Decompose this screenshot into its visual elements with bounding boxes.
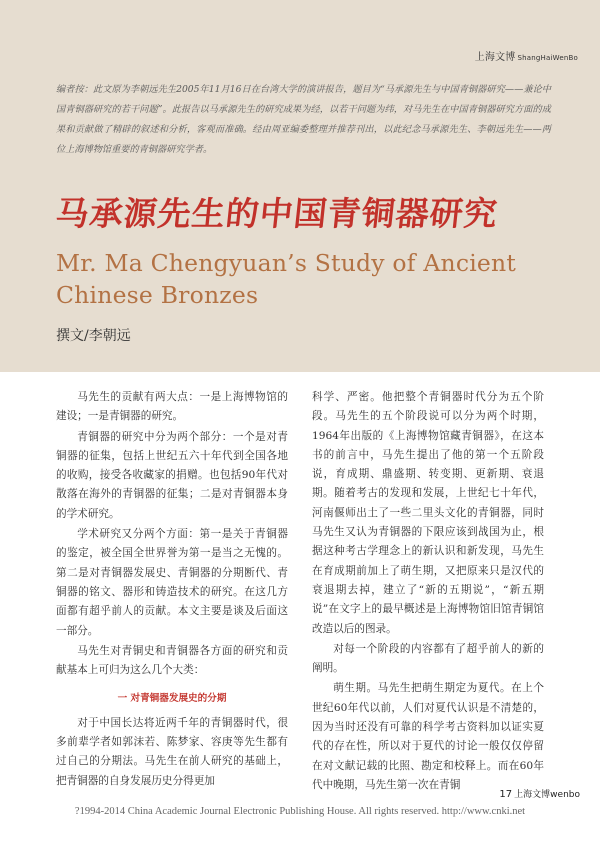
- journal-brand-name: 上海文博: [474, 52, 516, 63]
- body-column-right: [312, 388, 544, 796]
- paragraph: 对每一个阶段的内容都有了超乎前人的新的阐明。: [312, 642, 544, 675]
- page-number: [499, 787, 580, 800]
- header-banner: [0, 0, 600, 372]
- paragraph: 青铜器的研究中分为两个部分：一个是对青铜器的征集，包括上世纪五六十年代到全国各地的收购，接受各收藏家的捐赠。也包括90年代对散落在海外的青铜器的征集；二是对青铜器本身的学术研究。: [56, 430, 288, 520]
- page-number-value: 17: [499, 789, 513, 800]
- page-brand-sub: wenbo: [550, 790, 580, 800]
- journal-brand: [475, 48, 578, 63]
- article-title-chinese: 马承源先生的中国青铜器研究: [53, 194, 500, 233]
- paragraph: 马先生对青铜史和青铜器各方面的研究和贡献基本上可归为这么几个大类：: [56, 644, 288, 677]
- paragraph: 马先生的贡献有两大点：一是上海博物馆的建设；一是青铜器的研究。: [56, 391, 288, 423]
- copyright-footer: ?1994-2014 China Academic Journal Electronic Publishing House. All rights reserved. http://www.cnki.net: [74, 806, 526, 817]
- paragraph: 萌生期。马先生把萌生期定为夏代。在上个世纪60年代以前，人们对夏代认识是不清楚的，因为当时还没有可靠的科学考古资料加以证实夏代的存在性，所以对于夏代的讨论一般仅仅停留在对文献记载的比照、勘定和校释上。而在60年代中晚期，马先生第一次在青铜: [312, 682, 544, 791]
- editor-note: 编者按：此文原为李朝远先生2005年11月16日在台湾大学的演讲报告，题目为“马承源先生与中国青铜器研究——兼论中国青铜器研究的若干问题”。此报告以马承源先生的研究成果为经，以若干问题为纬，对马先生在中国青铜器研究方面的成果和贡献做了精辟的叙述和分析，客观而准确。经由周亚编委整理并推荐刊出，以此纪念马承源先生、李朝远先生——两位上海博物馆重要的青铜器研究学者。: [56, 84, 551, 155]
- paragraph: 学术研究又分两个方面：第一是关于青铜器的鉴定，被全国全世界誉为第一是当之无愧的。第二是对青铜器发展史、青铜器的分期断代、青铜器的铭文、器形和铸造技术的研究。在这几方面都有超乎前人的贡献。本文主要是谈及后面这一部分。: [56, 528, 288, 637]
- page-brand: 上海文博: [514, 790, 551, 800]
- paragraph: 科学、严密。他把整个青铜器时代分为五个阶段。马先生的五个阶段说可以分为两个时期，1964年出版的《上海博物馆藏青铜器》，在这本书的前言中，马先生提出了他的第一个五阶段说，育成期、鼎盛期、转变期、更新期、衰退期。随着考古的发现和发展，上世纪七十年代，河南偃师出土了一些二里头文化的青铜器，同时马先生又认为青铜器的下限应该到战国为止，根据这种考古学理念上的新认识和新发现，马先生在育成期前加上了萌生期，又把原来只是汉代的衰退期去掉，建立了“新的五期说”，“新五期说”在文字上的最早概述是上海博物馆旧馆青铜馆改造以后的图录。: [312, 391, 544, 635]
- body-column-left: [56, 388, 288, 792]
- article-title-english: Mr. Ma Chengyuan’s Study of Ancient Chinese Bronzes: [56, 249, 517, 309]
- journal-brand-sub: ShangHaiWenBo: [517, 54, 578, 62]
- article-author: 撰文/李朝远: [56, 328, 131, 344]
- section-heading: 一 对青铜器发展史的分期: [117, 693, 227, 705]
- paragraph: 对于中国长达将近两千年的青铜器时代，很多前辈学者如郭沫若、陈梦家、容庚等先生都有过自己的分期法。马先生在前人研究的基础上，把青铜器的自身发展历史分得更加: [56, 716, 288, 787]
